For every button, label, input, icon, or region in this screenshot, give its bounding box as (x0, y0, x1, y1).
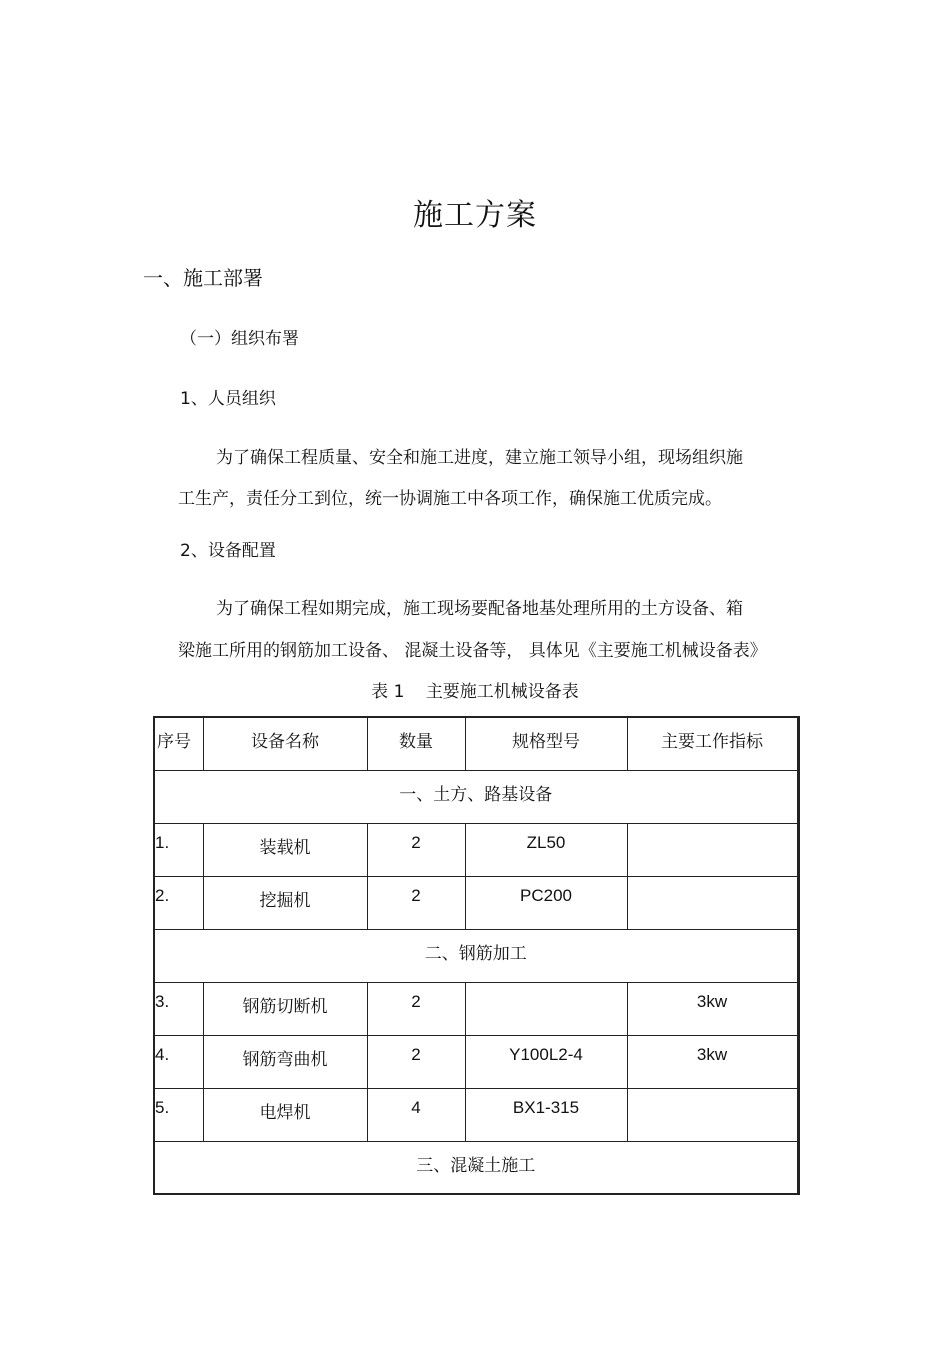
equipment-name: 装载机 (203, 823, 367, 876)
table-row (154, 1088, 798, 1141)
group-row (154, 1141, 798, 1194)
spec: 3kw (627, 1035, 798, 1088)
group-label: 三、混凝土施工 (154, 1141, 798, 1194)
paragraph-line: 为了确保工程质量、安全和施工进度，建立施工领导小组，现场组织施 (216, 448, 743, 468)
quantity: 2 (367, 1035, 465, 1088)
spec (627, 1088, 798, 1141)
quantity: 4 (367, 1088, 465, 1141)
model: Y100L2-4 (465, 1035, 627, 1088)
item-heading-personnel: 1、人员组织 (180, 389, 276, 409)
row-number: 1. (154, 823, 203, 876)
quantity: 2 (367, 876, 465, 929)
subsection-heading: （一）组织布署 (180, 329, 299, 349)
header-cell: 主要工作指标 (627, 717, 798, 770)
spec (627, 823, 798, 876)
table-row (154, 982, 798, 1035)
paragraph-line: 梁施工所用的钢筋加工设备、 混凝土设备等， 具体见《主要施工机械设备表》 (178, 641, 767, 661)
table-header-row (154, 717, 798, 770)
item-heading-equipment: 2、设备配置 (180, 541, 276, 561)
table-row (154, 823, 798, 876)
paragraph-line: 工生产，责任分工到位，统一协调施工中各项工作，确保施工优质完成。 (178, 489, 722, 509)
model: ZL50 (465, 823, 627, 876)
table-caption-title: 主要施工机械设备表 (425, 682, 579, 702)
table-caption (0, 677, 950, 702)
row-number: 5. (154, 1088, 203, 1141)
spec (627, 876, 798, 929)
row-number: 4. (154, 1035, 203, 1088)
header-cell: 设备名称 (203, 717, 367, 770)
table-caption-label: 表 1 (371, 682, 405, 702)
page-title: 施工方案 (413, 198, 537, 233)
quantity: 2 (367, 982, 465, 1035)
model: PC200 (465, 876, 627, 929)
header-cell: 数量 (367, 717, 465, 770)
table-row (154, 1035, 798, 1088)
section-heading: 一、施工部署 (143, 266, 263, 290)
row-number: 3. (154, 982, 203, 1035)
group-row (154, 770, 798, 823)
quantity: 2 (367, 823, 465, 876)
equipment-name: 钢筋弯曲机 (203, 1035, 367, 1088)
equipment-name: 挖掘机 (203, 876, 367, 929)
equipment-name: 钢筋切断机 (203, 982, 367, 1035)
equipment-name: 电焊机 (203, 1088, 367, 1141)
paragraph-line: 为了确保工程如期完成，施工现场要配备地基处理所用的土方设备、箱 (216, 599, 743, 619)
model: BX1-315 (465, 1088, 627, 1141)
group-label: 一、土方、路基设备 (154, 770, 798, 823)
group-row (154, 929, 798, 982)
spec: 3kw (627, 982, 798, 1035)
header-cell: 规格型号 (465, 717, 627, 770)
group-label: 二、钢筋加工 (154, 929, 798, 982)
row-number: 2. (154, 876, 203, 929)
model (465, 982, 627, 1035)
table-row (154, 876, 798, 929)
equipment-table (153, 716, 800, 1195)
header-cell: 序号 (154, 717, 203, 770)
